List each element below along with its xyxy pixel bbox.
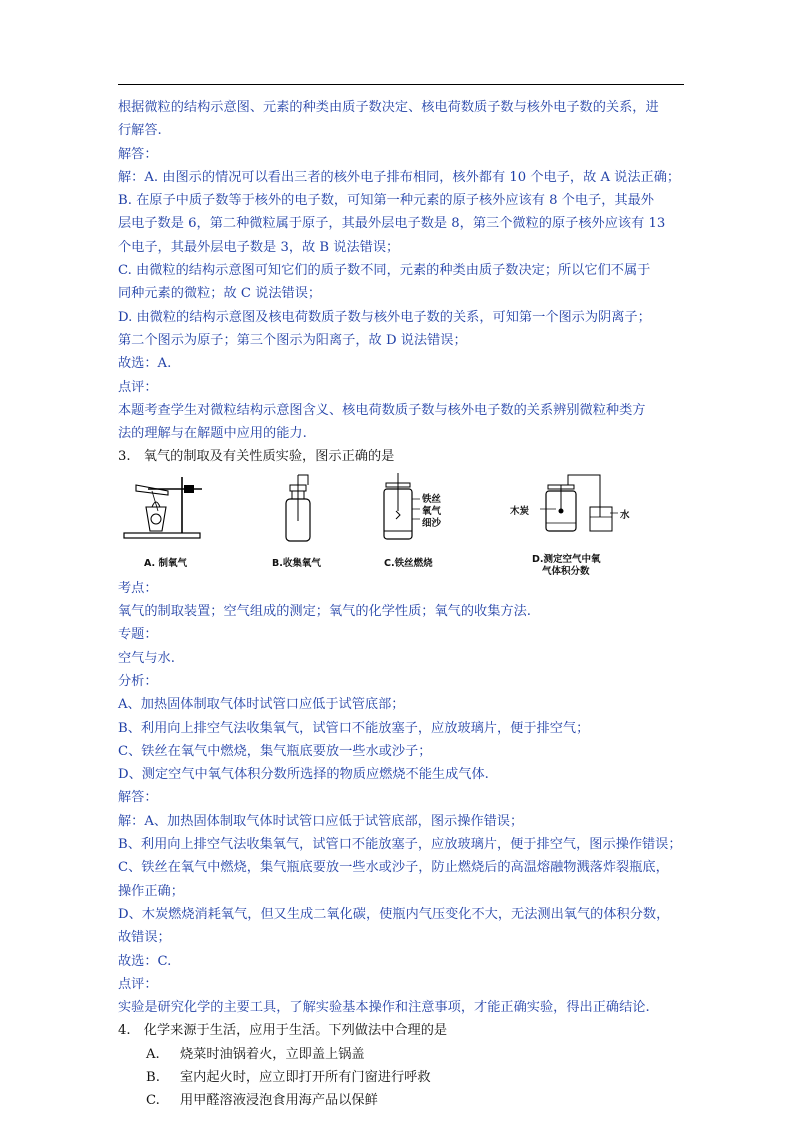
experiment-figure [118,471,698,577]
label-mutan: 木炭 [510,505,530,517]
text-line: 个电子，其最外层电子数是 3，故 B 说法错误； [118,239,400,255]
text-line: 本题考查学生对微粒结构示意图含义、核电荷数质子数与核外电子数的关系辨别微粒种类方 [118,402,646,418]
text-line: 解：A. 由图示的情况可以看出三者的核外电子排布相同，核外都有 10 个电子，故 A 说法正确； [118,169,681,185]
text-line: 空气与水. [118,650,175,666]
caption-d-line1: D.测定空气中氧 [532,553,601,565]
text-line: 法的理解与在解题中应用的能力. [118,426,307,442]
text-line: 同种元素的微粒；故 C 说法错误； [118,286,322,302]
text-line: 故选：A. [118,356,172,372]
option-item [118,1066,698,1089]
option-item [118,1043,698,1066]
caption-b: B.收集氧气 [272,557,321,569]
text-line: 解答： [118,790,158,806]
option-letter: B. [146,1069,160,1085]
text-line: C、铁丝在氧气中燃烧，集气瓶底要放一些水或沙子； [118,743,432,759]
option-item [118,1089,698,1112]
text-line: 故错误； [118,930,171,946]
option-text: 烧菜时油锅着火，立即盖上锅盖 [180,1046,365,1062]
text-line: C、铁丝在氧气中燃烧，集气瓶底要放一些水或沙子，防止燃烧后的高温熔融物溅落炸裂瓶底， [118,860,669,876]
option-text: 室内起火时，应立即打开所有门窗进行呼救 [180,1069,431,1085]
text-line: 4. 化学来源于生活，应用于生活。下列做法中合理的是 [118,1023,448,1039]
text-line: C. 由微粒的结构示意图可知它们的质子数不同，元素的种类由质子数决定；所以它们不属于 [118,263,651,279]
text-line: B、利用向上排空气法收集氧气，试管口不能放塞子，应放玻璃片，便于排空气； [118,720,590,736]
label-yangqi: 氧气 [422,505,442,517]
text-line: A、加热固体制取气体时试管口应低于试管底部； [118,697,405,713]
text-line: 实验是研究化学的主要工具，了解实验基本操作和注意事项，才能正确实验，得出正确结论. [118,1000,650,1016]
text-line: D、测定空气中氧气体积分数所选择的物质应燃烧不能生成气体. [118,767,489,783]
text-line: D. 由微粒的结构示意图及核电荷数质子数与核外电子数的关系，可知第一个图示为阴离子； [118,309,651,325]
document-body [118,96,698,1113]
text-line: 根据微粒的结构示意图、元素的种类由质子数决定、核电荷数质子数与核外电子数的关系，进 [118,100,659,115]
caption-c: C.铁丝燃烧 [384,557,433,569]
text-line: 解：A、加热固体制取气体时试管口应低于试管底部，图示操作错误； [118,813,524,829]
option-letter: C. [146,1093,160,1109]
text-line: 故选：C. [118,953,172,969]
text-line: 行解答. [118,123,162,139]
option-text: 用甲醛溶液浸泡食用海产品以保鲜 [180,1093,378,1109]
q2-solution-block [118,96,698,469]
header-rule [118,84,684,85]
apparatus-a-icon [122,471,232,551]
text-line: 操作正确； [118,883,184,899]
text-line: D、木炭燃烧消耗氧气，但又生成二氧化碳，使瓶内气压变化不大，无法测出氧气的体积分数， [118,906,670,922]
label-xisha: 细沙 [422,517,442,529]
text-line: 专题： [118,627,158,643]
text-line: 点评： [118,976,158,992]
text-line: B、利用向上排空气法收集氧气，试管口不能放塞子，应放玻璃片，便于排空气，图示操作错误； [118,837,682,853]
gas-bottle-b-icon [278,471,318,551]
text-line: 3. 氧气的制取及有关性质实验，图示正确的是 [118,449,395,465]
q3-solution-block [118,577,698,1043]
text-line: B. 在原子中质子数等于核外的电子数，可知第一种元素的原子核外应该有 8 个电子，其最外 [118,193,654,209]
label-tiesi: 铁丝 [422,493,442,505]
iron-wire-bottle-c-icon [380,471,460,551]
caption-a: A. 制氧气 [144,557,187,569]
text-line: 第二个图示为原子；第三个图示为阳离子，故 D 说法错误； [118,332,467,348]
caption-d-line2: 气体积分数 [542,565,590,577]
text-line: 氧气的制取装置；空气组成的测定；氧气的化学性质；氧气的收集方法. [118,604,532,620]
text-line: 点评： [118,379,158,395]
text-line: 解答： [118,146,158,162]
text-line: 层电子数是 6，第二种微粒属于原子，其最外层电子数是 8，第三个微粒的原子核外应该有 13 [118,216,666,232]
text-line: 考点： [118,580,158,596]
option-letter: A. [146,1046,160,1062]
label-shui: 水 [620,509,630,521]
q4-options [118,1043,698,1113]
text-line: 分析： [118,673,158,689]
